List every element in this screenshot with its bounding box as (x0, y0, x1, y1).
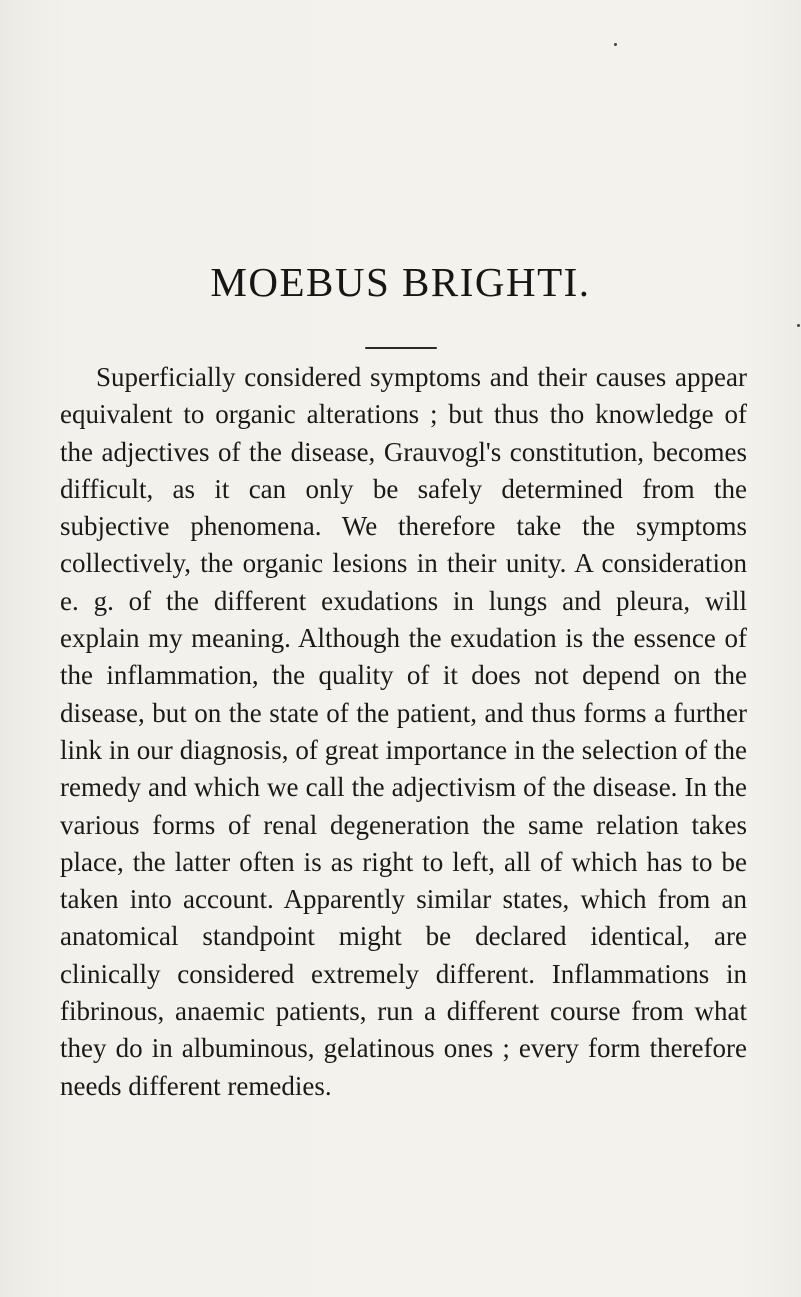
chapter-heading: MOEBUS BRIGHTI. (210, 259, 591, 305)
body-paragraph: Superficially considered symptoms and their causes appear equivalent to organic alterations ; but thus tho knowledge of the adjectives of the disease, Grauvogl's constitution, becomes difficult, as it can only be safely determined from the subjective phenomena. We therefore take the symptoms collectively, the organic lesions in their unity. A consideration e. g. of the different exudations in lungs and pleura, will explain my meaning. Although the exudation is the essence of the inflammation, the quality of it does not depend on the disease, but on the state of the patient, and thus forms a further link in our diagnosis, of great importance in the selection of the remedy and which we call the adjectivism of the disease. In the various forms of renal degeneration the same relation takes place, the latter often is as right to left, all of which has to be taken into account. Apparently similar states, which from an anatomical standpoint might be declared identical, are clinically considered extremely different. Inflammations in fibrinous, anaemic patients, run a different course from what they do in albuminous, gelatinous ones ; every form therefore needs different remedies. (60, 362, 747, 1101)
print-speck (797, 324, 800, 327)
heading-divider (365, 347, 437, 349)
print-speck (614, 43, 617, 46)
